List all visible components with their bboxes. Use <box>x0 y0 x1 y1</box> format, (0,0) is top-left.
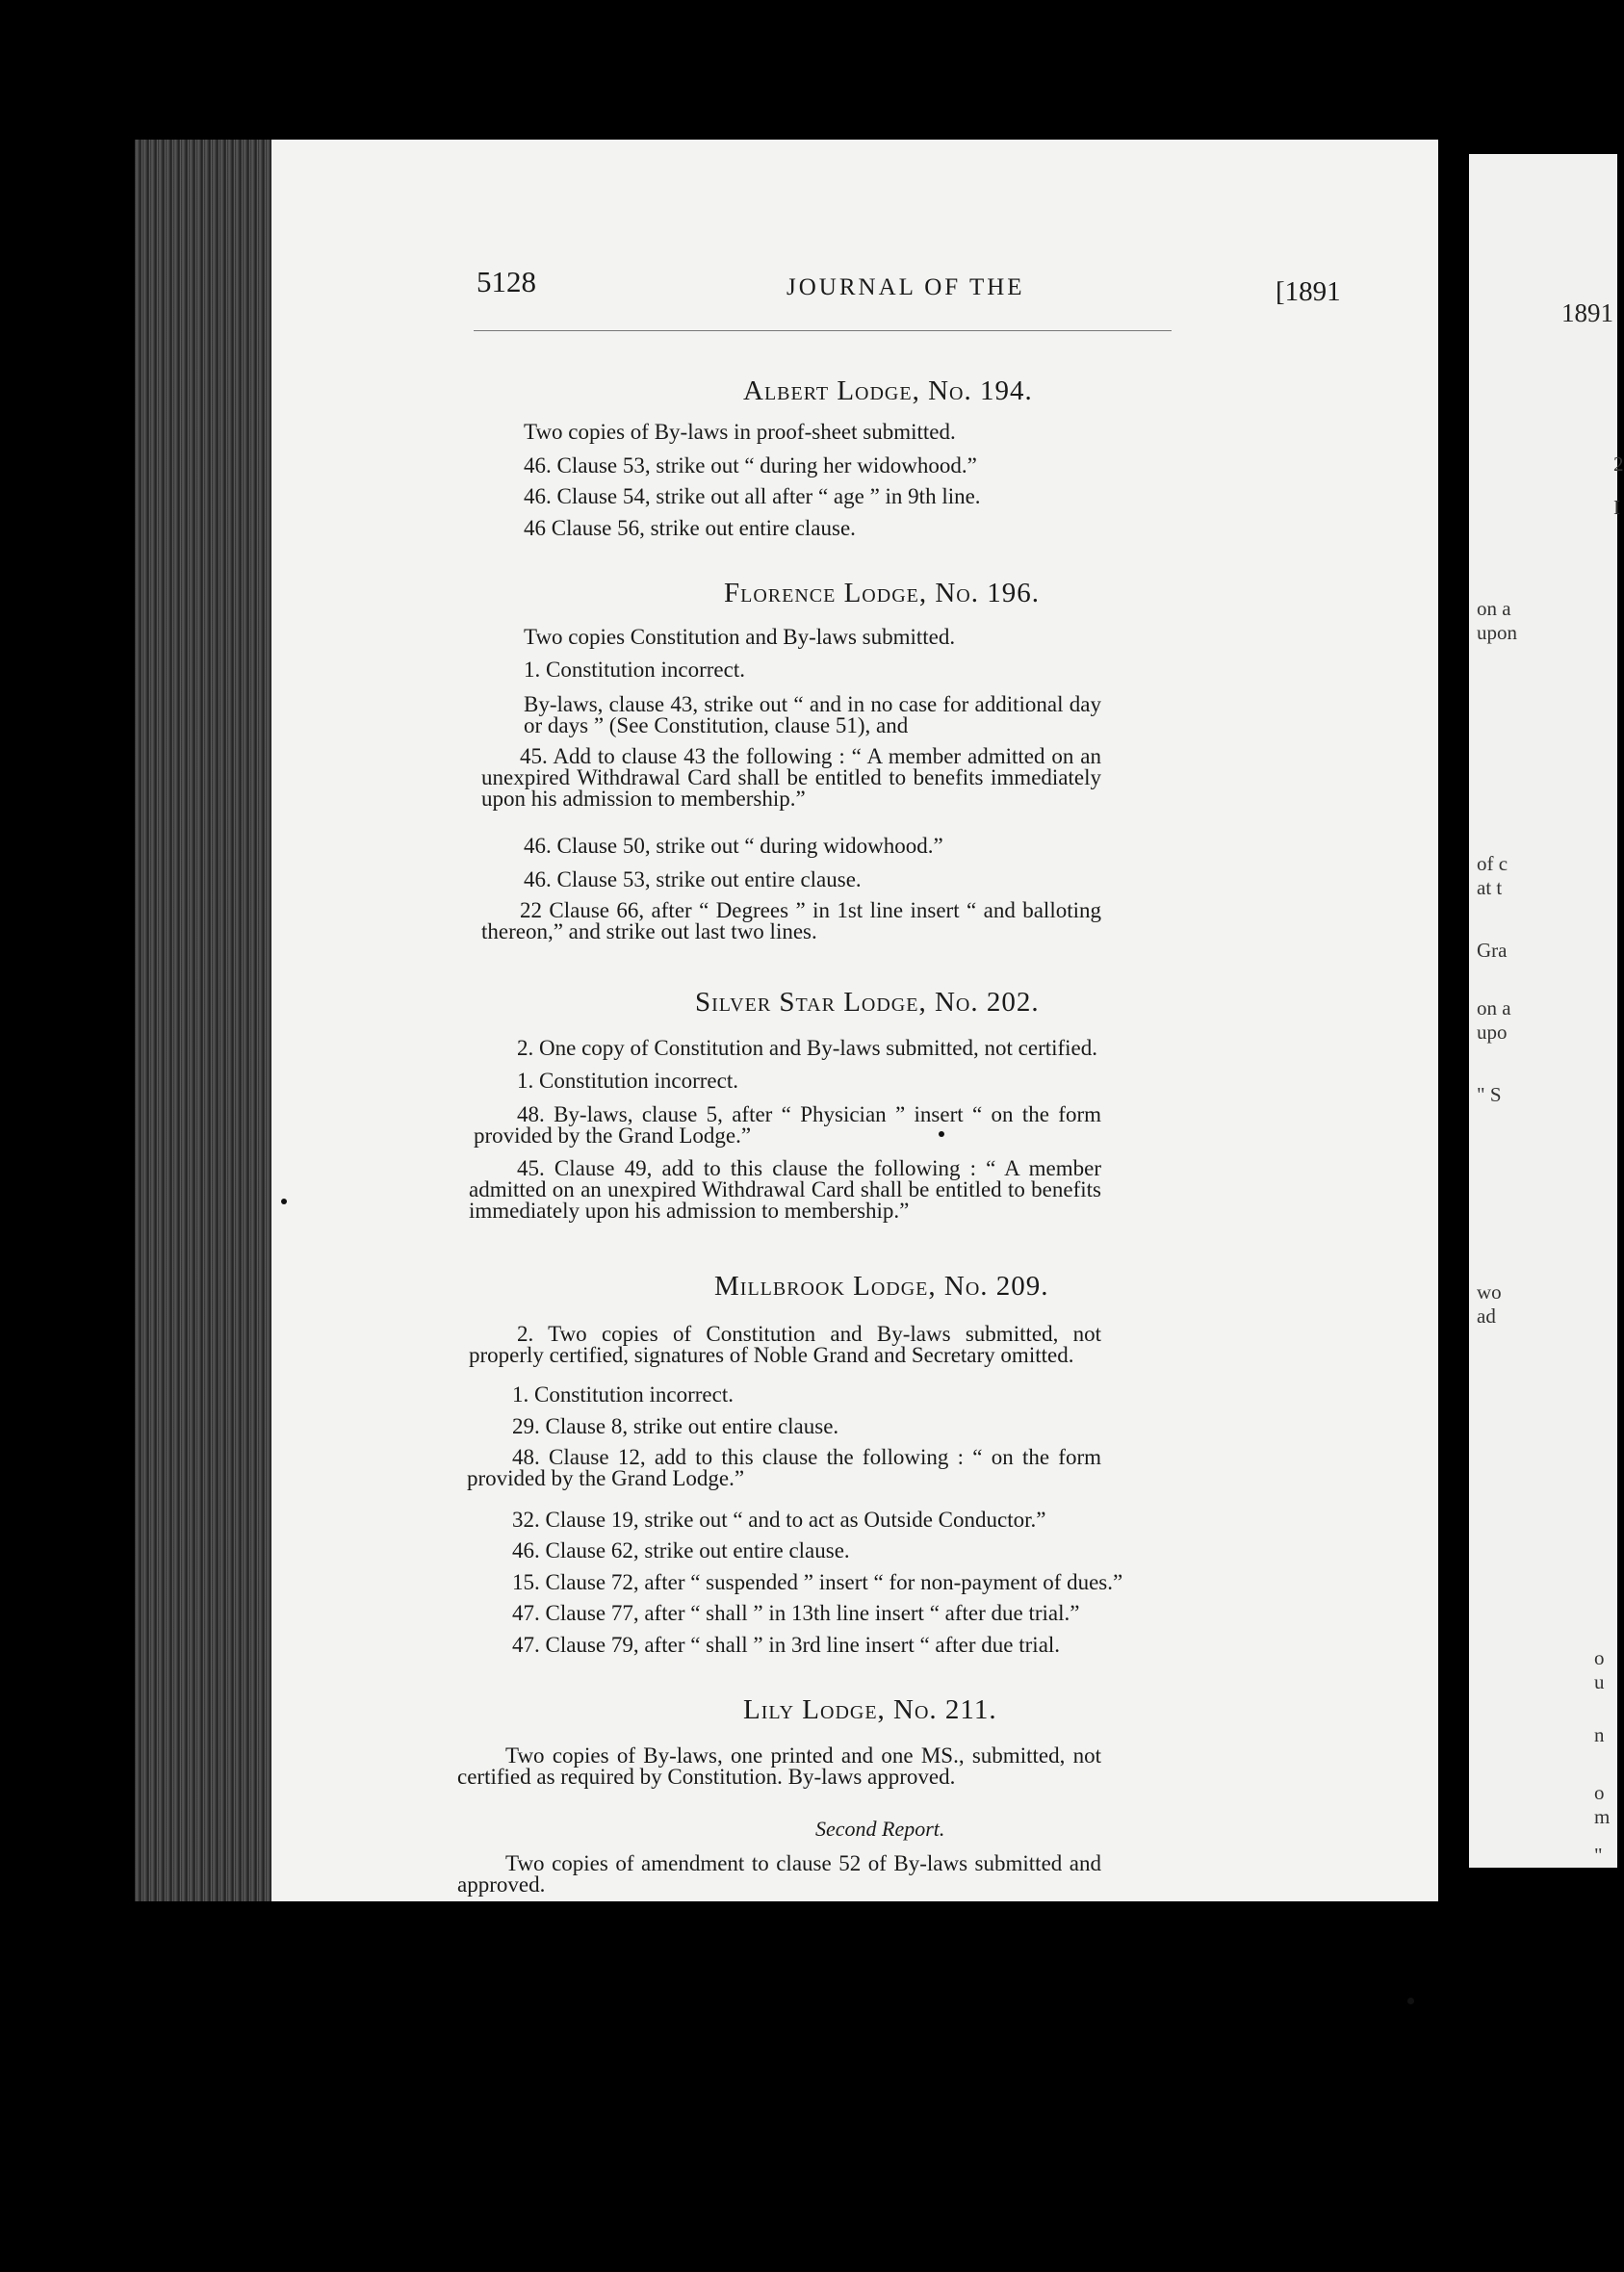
adjacent-fragment: o <box>1594 1646 1605 1669</box>
adjacent-fragment: of c <box>1477 852 1508 875</box>
header-rule <box>474 330 1172 331</box>
adjacent-fragment: Gra <box>1477 939 1508 962</box>
adjacent-fragment: " S <box>1477 1083 1502 1106</box>
text-line: 1. Constitution incorrect. <box>512 1382 734 1407</box>
text-paragraph: Two copies of amendment to clause 52 of By-laws submitted and approved. <box>457 1851 1101 1897</box>
text-line: 47. Clause 79, after “ shall ” in 3rd line insert “ after due trial. <box>512 1633 1061 1657</box>
adjacent-page <box>1469 154 1624 1868</box>
section-title-florence: Florence Lodge, No. 196. <box>724 578 1040 608</box>
scan-speck <box>281 1199 287 1204</box>
text-paragraph: Two copies of By-laws, one printed and one MS., submitted, not certified as required by Constitution. By-laws approved. <box>457 1743 1101 1789</box>
book-page-edge <box>135 140 279 1901</box>
adjacent-fragment: m <box>1594 1805 1611 1828</box>
text-line: 46. Clause 62, strike out entire clause. <box>512 1538 850 1562</box>
journal-title: JOURNAL OF THE <box>786 274 1025 300</box>
section-title-albert: Albert Lodge, No. 194. <box>743 375 1033 406</box>
adjacent-fragment: on a <box>1477 996 1511 1020</box>
text-line: 46. Clause 54, strike out all after “ age ” in 9th line. <box>524 484 981 508</box>
subsection-title: Second Report. <box>815 1817 945 1841</box>
adjacent-fragment: u <box>1594 1670 1605 1693</box>
adjacent-fragment: at t <box>1477 876 1503 899</box>
adjacent-fragment: I <box>1613 496 1620 519</box>
text-paragraph: 48. Clause 12, add to this clause the following : “ on the form provided by the Grand Lodge.” <box>467 1445 1101 1490</box>
section-title-silver-star: Silver Star Lodge, No. 202. <box>695 987 1040 1018</box>
adjacent-fragment: ad <box>1477 1304 1496 1328</box>
adjacent-fragment: upon <box>1477 621 1517 644</box>
scan-speck <box>1407 1998 1414 2004</box>
journal-year: [1891 <box>1276 276 1341 307</box>
text-line: 46. Clause 53, strike out “ during her widowhood.” <box>524 453 977 478</box>
text-line: Two copies of By-laws in proof-sheet submitted. <box>524 420 956 444</box>
adjacent-fragment: 2 <box>1613 452 1624 476</box>
text-line: Two copies Constitution and By-laws submitted. <box>524 625 956 649</box>
text-line: 32. Clause 19, strike out “ and to act as Outside Conductor.” <box>512 1508 1046 1532</box>
adjacent-page-year: 1891 <box>1561 298 1613 327</box>
text-paragraph: 48. By-laws, clause 5, after “ Physician ” insert “ on the form provided by the Grand Lodge.” <box>474 1102 1101 1148</box>
journal-page <box>271 140 1438 1901</box>
text-line: 46. Clause 53, strike out entire clause. <box>524 867 862 891</box>
adjacent-fragment: " <box>1594 1844 1603 1867</box>
adjacent-fragment: upo <box>1477 1020 1508 1044</box>
section-title-millbrook: Millbrook Lodge, No. 209. <box>714 1271 1049 1302</box>
text-line: 1. Constitution incorrect. <box>517 1069 738 1093</box>
text-paragraph: By-laws, clause 43, strike out “ and in no case for additional day or days ” (See Constitution, clause 51), and <box>524 692 1101 737</box>
text-paragraph: 2. Two copies of Constitution and By-laws submitted, not properly certified, signatures of Noble Grand and Secretary omitted. <box>469 1322 1101 1367</box>
book-gutter <box>1438 144 1469 1906</box>
text-line: 29. Clause 8, strike out entire clause. <box>512 1414 839 1438</box>
text-line: 47. Clause 77, after “ shall ” in 13th line insert “ after due trial.” <box>512 1601 1080 1625</box>
page-number: 5128 <box>477 265 536 298</box>
text-line: 46. Clause 50, strike out “ during widowhood.” <box>524 834 943 858</box>
adjacent-fragment: wo <box>1477 1280 1502 1304</box>
adjacent-fragment: n <box>1594 1723 1605 1746</box>
section-title-lily: Lily Lodge, No. 211. <box>743 1694 997 1725</box>
text-paragraph: 22 Clause 66, after “ Degrees ” in 1st line insert “ and balloting thereon,” and strike out last two lines. <box>481 898 1101 943</box>
text-line: 2. One copy of Constitution and By-laws submitted, not certified. <box>517 1036 1098 1060</box>
text-line: 1. Constitution incorrect. <box>524 658 745 682</box>
text-paragraph: 45. Clause 49, add to this clause the following : “ A member admitted on an unexpired Withdrawal Card shall be entitled to benefits immediately upon his admission to membership.” <box>469 1156 1101 1223</box>
text-paragraph: 45. Add to clause 43 the following : “ A member admitted on an unexpired Withdrawal Card shall be entitled to benefits immediately upon his admission to membership.” <box>481 744 1101 811</box>
text-line: 46 Clause 56, strike out entire clause. <box>524 516 856 540</box>
adjacent-fragment: on a <box>1477 597 1511 620</box>
scan-speck <box>939 1131 944 1137</box>
text-line: 15. Clause 72, after “ suspended ” insert “ for non-payment of dues.” <box>512 1570 1123 1594</box>
adjacent-fragment: o <box>1594 1781 1605 1804</box>
